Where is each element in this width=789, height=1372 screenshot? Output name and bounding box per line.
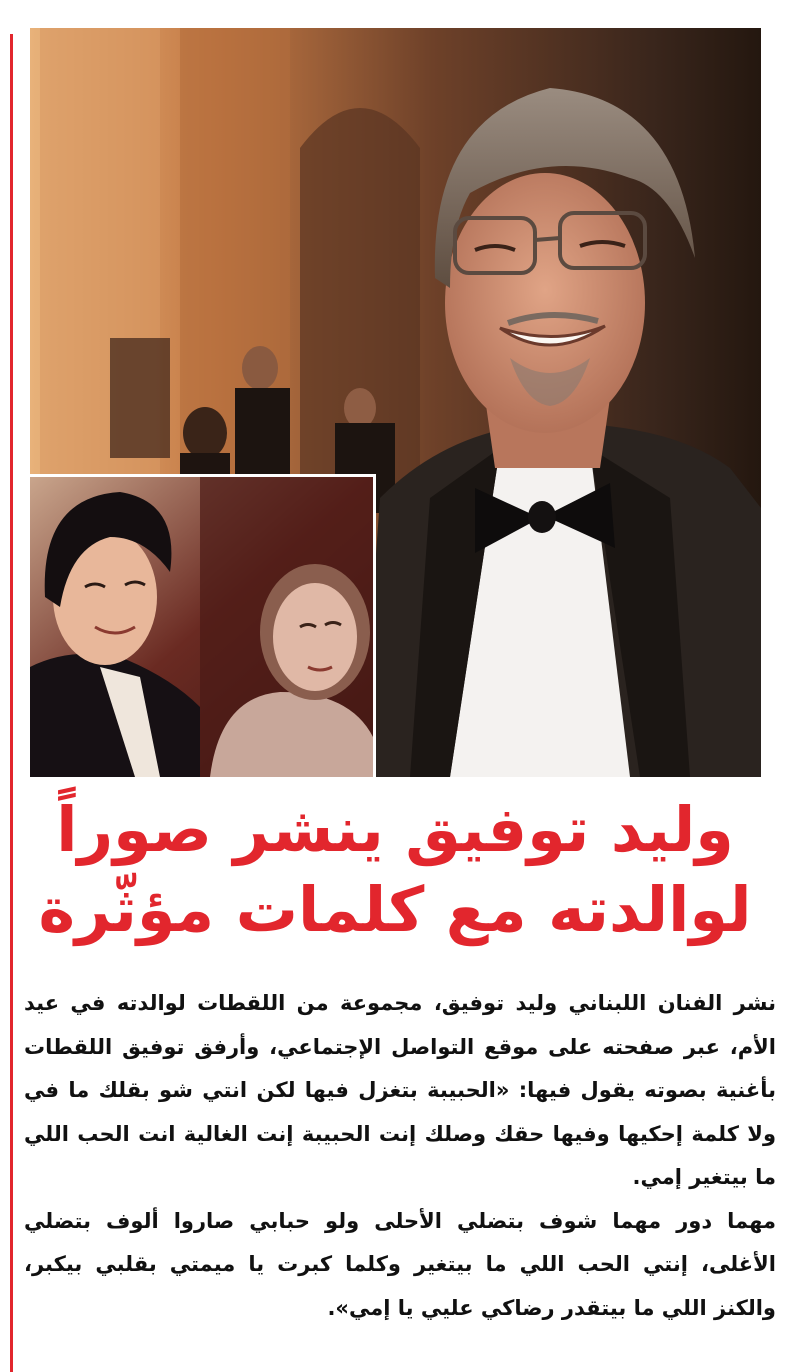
paragraph-1: نشر الفنان اللبناني وليد توفيق، مجموعة من اللقطات لوالدته في عيد الأم، عبر صفحته على موقع التواصل الإجتماعي، وأرفق توفيق اللقطات بأغنية بصوته يقول فيها: «الحبيبة بتغزل فيها لكن انتي شو بقلك ما في ولا كلمة إحكيها وفيها حقك وصلك إنت الحبيبة إنت الغالية انت الحب اللي ما بيتغير إمي. — [24, 991, 776, 1189]
headline-line-1: وليد توفيق ينشر صوراً — [56, 793, 734, 866]
headline — [20, 790, 770, 950]
paragraph-2: مهما دور مهما شوف بتضلي الأحلى ولو حبابي صاروا ألوف بتضلي الأغلى، إنتي الحب اللي ما بيتغير وكلما كبرت يا ميمتي بقلبي بيكبر، والكنز اللي ما بيتقدر رضاكي عليي يا إمي». — [24, 1208, 776, 1320]
inset-photo — [30, 474, 376, 777]
headline-line-2: لوالدته مع كلمات مؤثّرة — [38, 873, 752, 946]
column-rule — [10, 34, 13, 1372]
article-body — [24, 982, 776, 1330]
